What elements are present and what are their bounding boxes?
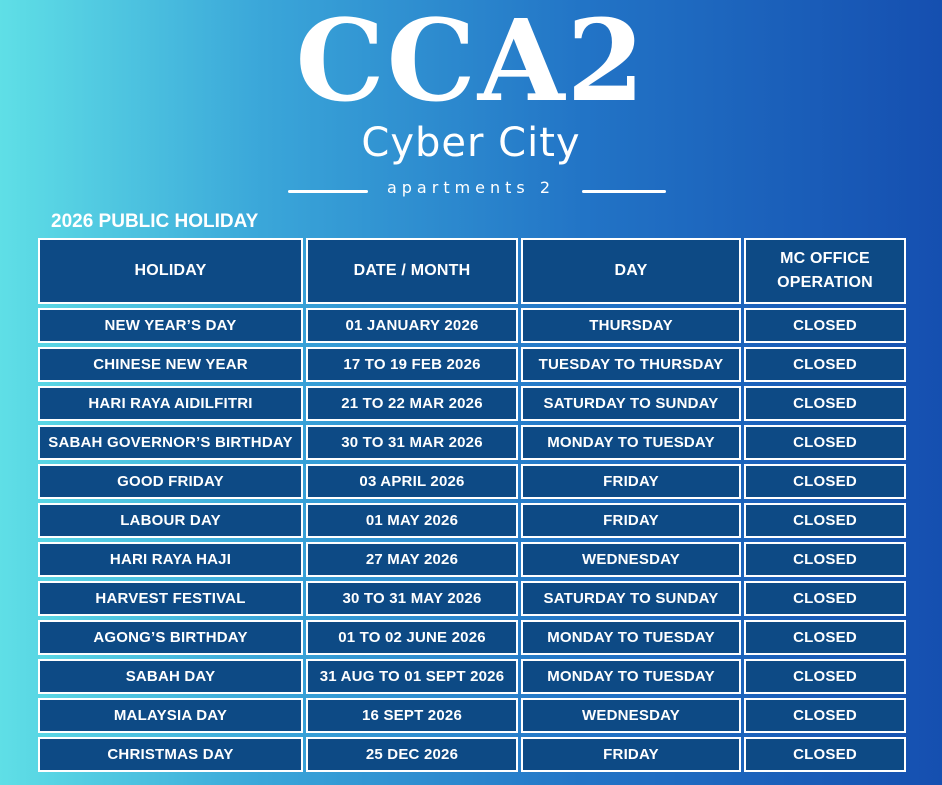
table-row [38,386,906,421]
date-cell: 01 MAY 2026 [306,503,518,538]
logo-main-text: CCA2 [295,0,647,127]
status-cell: CLOSED [744,464,906,499]
table-row [38,542,906,577]
holiday-cell: LABOUR DAY [38,503,303,538]
date-cell: 30 TO 31 MAR 2026 [306,425,518,460]
table-row [38,347,906,382]
logo-divider-right [582,190,666,193]
status-cell: CLOSED [744,581,906,616]
date-cell: 31 AUG TO 01 SEPT 2026 [306,659,518,694]
holiday-cell: SABAH DAY [38,659,303,694]
holiday-cell: CHINESE NEW YEAR [38,347,303,382]
holiday-cell: SABAH GOVERNOR’S BIRTHDAY [38,425,303,460]
holiday-table [38,238,906,776]
holiday-cell: HARI RAYA AIDILFITRI [38,386,303,421]
day-cell: WEDNESDAY [521,542,741,577]
table-row [38,503,906,538]
table-row [38,698,906,733]
day-cell: TUESDAY TO THURSDAY [521,347,741,382]
date-cell: 25 DEC 2026 [306,737,518,772]
table-row [38,581,906,616]
day-cell: SATURDAY TO SUNDAY [521,386,741,421]
table-row [38,659,906,694]
column-header-office-operation: MC OFFICE OPERATION [744,238,906,304]
holiday-cell: CHRISTMAS DAY [38,737,303,772]
table-body [38,308,906,772]
day-cell: SATURDAY TO SUNDAY [521,581,741,616]
page-title: 2026 PUBLIC HOLIDAY [51,211,259,232]
status-cell: CLOSED [744,620,906,655]
day-cell: FRIDAY [521,464,741,499]
date-cell: 17 TO 19 FEB 2026 [306,347,518,382]
day-cell: WEDNESDAY [521,698,741,733]
date-cell: 16 SEPT 2026 [306,698,518,733]
holiday-cell: MALAYSIA DAY [38,698,303,733]
date-cell: 03 APRIL 2026 [306,464,518,499]
status-cell: CLOSED [744,542,906,577]
day-cell: MONDAY TO TUESDAY [521,659,741,694]
date-cell: 30 TO 31 MAY 2026 [306,581,518,616]
status-cell: CLOSED [744,659,906,694]
day-cell: MONDAY TO TUESDAY [521,620,741,655]
logo-tagline: apartments 2 [386,178,556,197]
table-row [38,308,906,343]
column-header-holiday: HOLIDAY [38,238,303,304]
date-cell: 27 MAY 2026 [306,542,518,577]
table-row [38,737,906,772]
status-cell: CLOSED [744,347,906,382]
logo-sub-text: Cyber City [361,120,581,166]
status-cell: CLOSED [744,737,906,772]
holiday-cell: GOOD FRIDAY [38,464,303,499]
table-header-row [38,238,906,304]
holiday-cell: HARVEST FESTIVAL [38,581,303,616]
table-row [38,620,906,655]
day-cell: FRIDAY [521,737,741,772]
status-cell: CLOSED [744,308,906,343]
column-header-date: DATE / MONTH [306,238,518,304]
status-cell: CLOSED [744,386,906,421]
column-header-day: DAY [521,238,741,304]
holiday-cell: NEW YEAR’S DAY [38,308,303,343]
day-cell: THURSDAY [521,308,741,343]
holiday-cell: AGONG’S BIRTHDAY [38,620,303,655]
table-row [38,425,906,460]
status-cell: CLOSED [744,698,906,733]
date-cell: 01 TO 02 JUNE 2026 [306,620,518,655]
date-cell: 01 JANUARY 2026 [306,308,518,343]
holiday-cell: HARI RAYA HAJI [38,542,303,577]
day-cell: FRIDAY [521,503,741,538]
status-cell: CLOSED [744,503,906,538]
status-cell: CLOSED [744,425,906,460]
table-row [38,464,906,499]
date-cell: 21 TO 22 MAR 2026 [306,386,518,421]
day-cell: MONDAY TO TUESDAY [521,425,741,460]
